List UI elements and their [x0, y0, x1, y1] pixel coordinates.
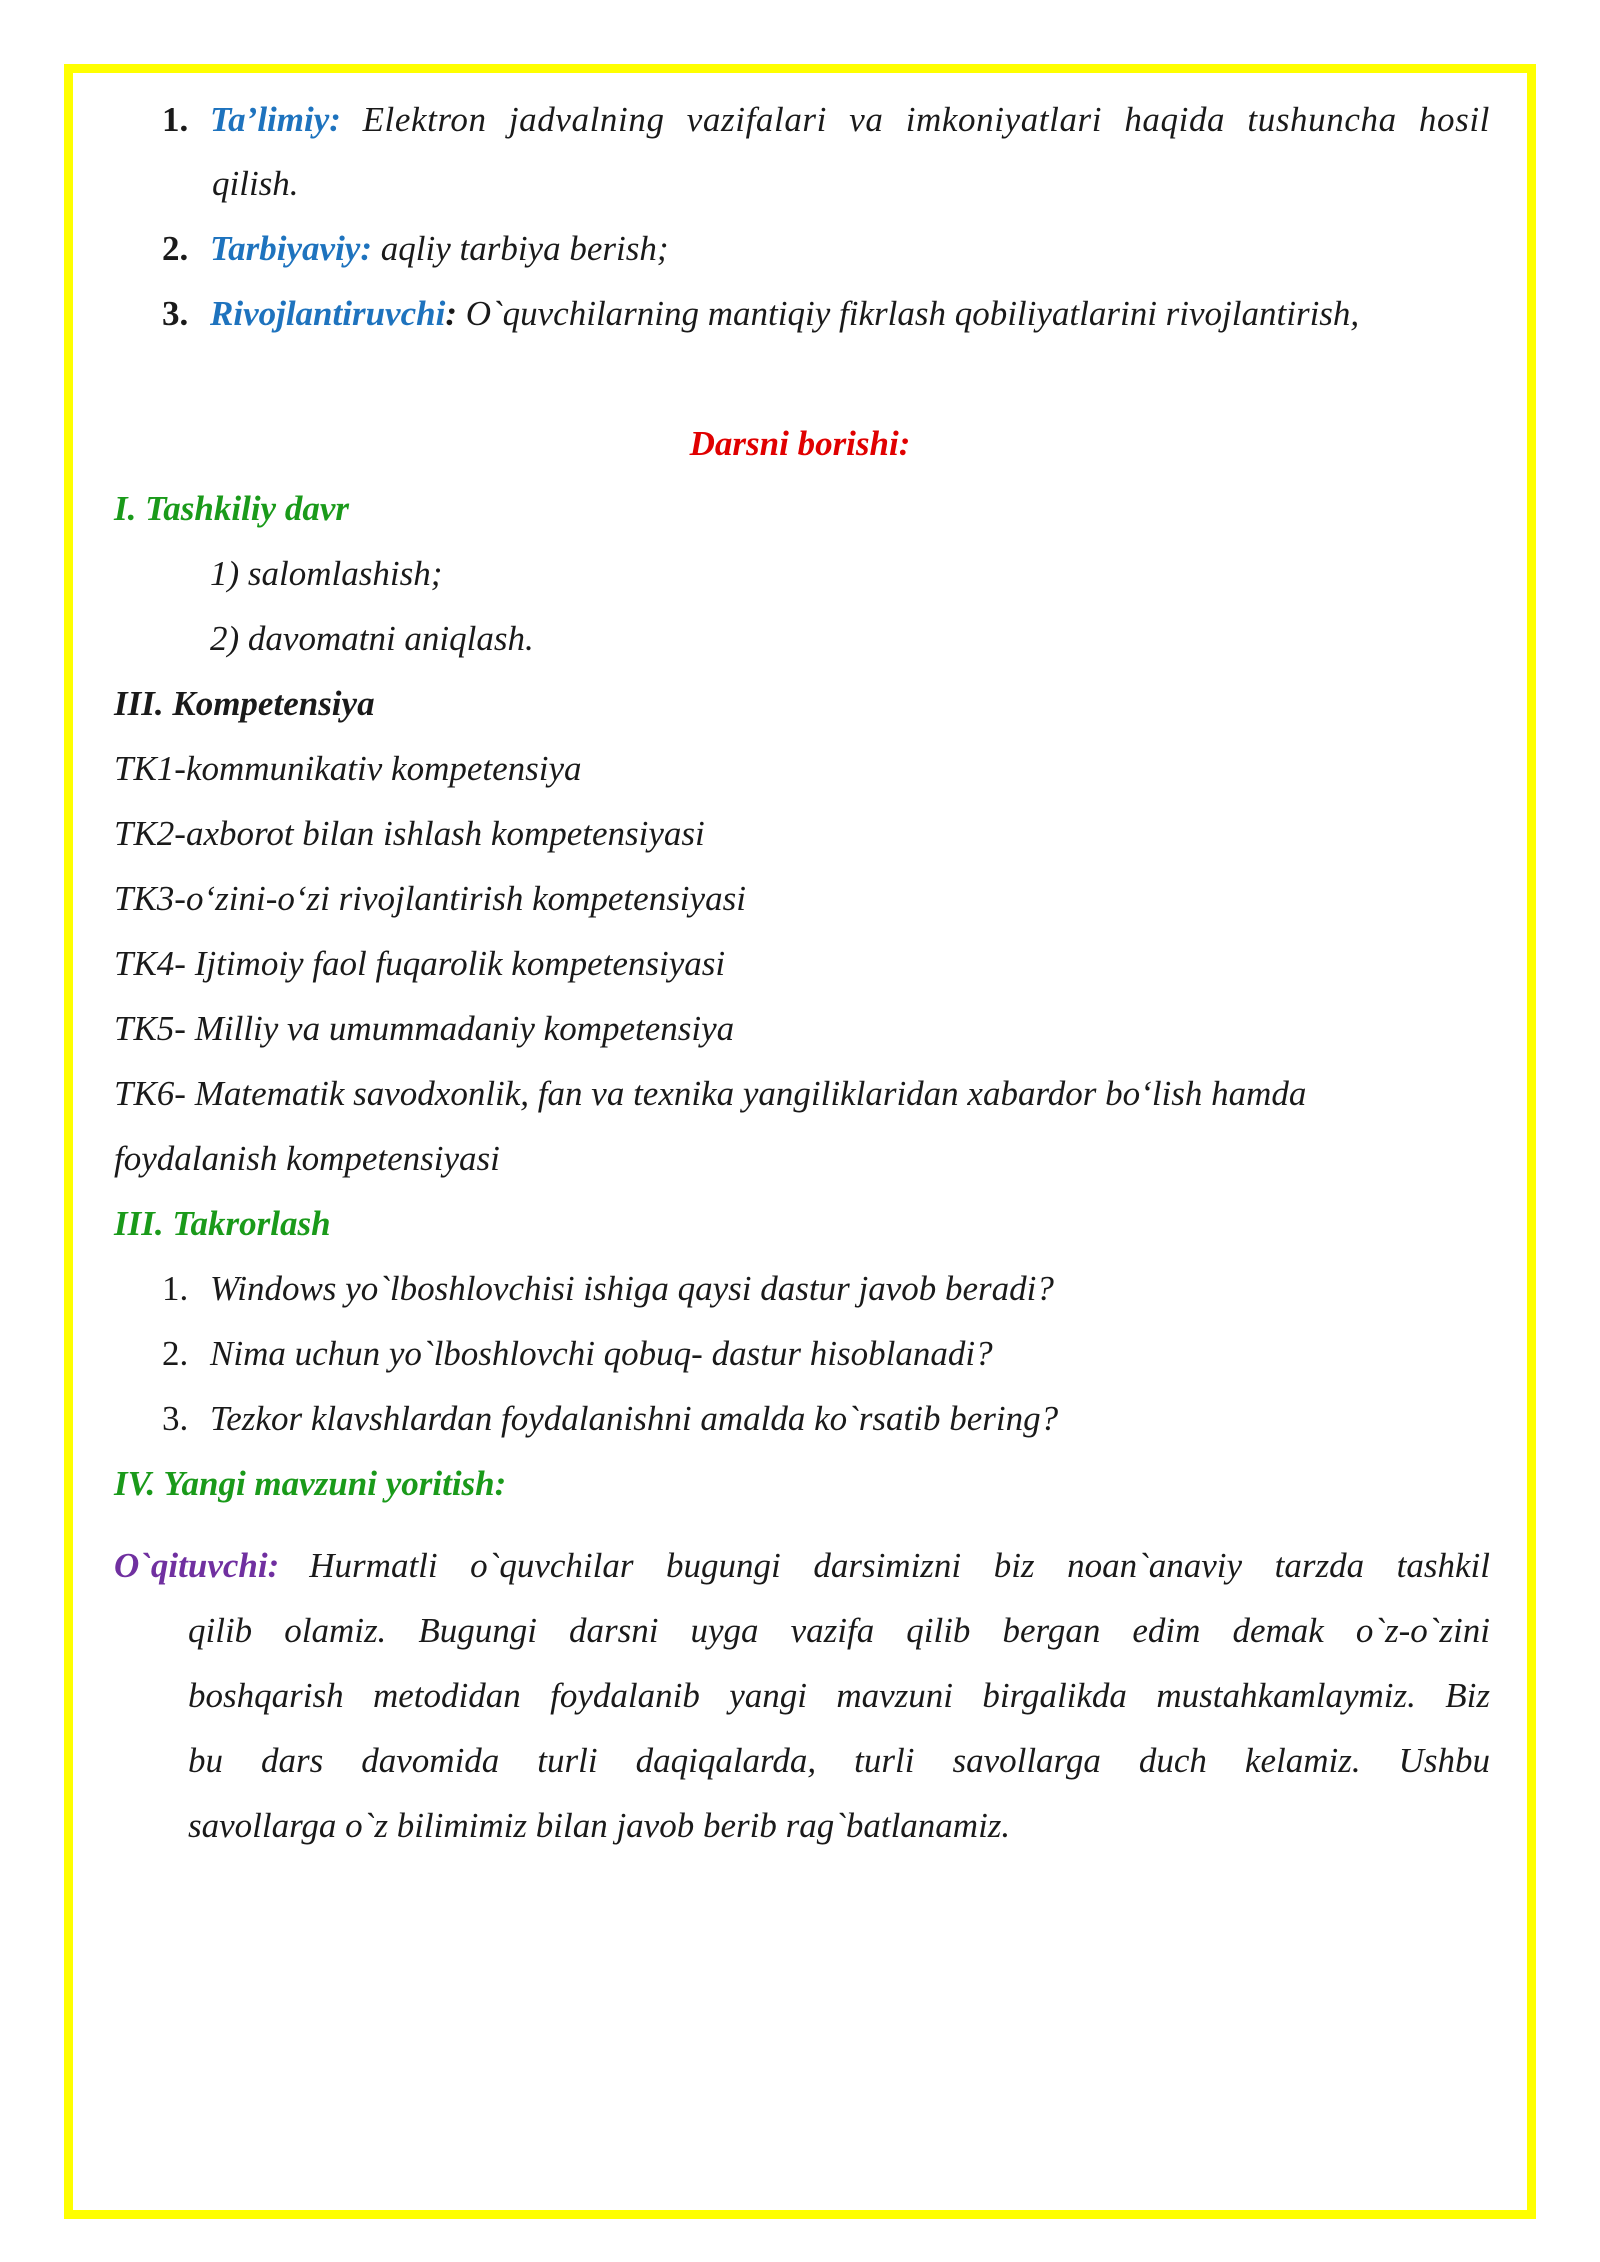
- teacher-paragraph-line: qilib olamiz. Bugungi darsni uyga vazifa qilib bergan edim demak o`z-o`zini: [188, 1611, 1490, 1650]
- paragraph-text: Hurmatli o`quvchilar bugungi darsimizni biz noan`anaviy tarzda tashkil: [309, 1546, 1490, 1585]
- question-text: Nima uchun yo`lboshlovchi qobuq- dastur hisoblanadi?: [210, 1334, 993, 1373]
- question-number: 2.: [162, 1334, 189, 1373]
- competence-item: foydalanish kompetensiyasi: [114, 1139, 500, 1178]
- speaker-label: O`qituvchi:: [114, 1546, 280, 1585]
- objective-1-continued: qilish.: [212, 164, 299, 203]
- objective-number: 1.: [162, 100, 189, 139]
- objective-number: 2.: [162, 229, 189, 268]
- competence-item: TK4- Ijtimoiy faol fuqarolik kompetensiyasi: [114, 944, 726, 983]
- section-heading-competence: III. Kompetensiya: [114, 684, 375, 723]
- question-text: Windows yo`lboshlovchisi ishiga qaysi dastur javob beradi?: [210, 1269, 1054, 1308]
- objective-number: 3.: [162, 294, 189, 333]
- objective-3: [162, 294, 1359, 334]
- objective-label: Ta’limiy:: [210, 100, 341, 139]
- objective-text: aqliy tarbiya berish;: [380, 229, 669, 268]
- objective-colon: :: [445, 294, 457, 333]
- teacher-paragraph-line: [114, 1546, 1490, 1586]
- list-item: 2) davomatni aniqlash.: [210, 619, 534, 658]
- section-heading-new-topic: IV. Yangi mavzuni yoritish:: [114, 1464, 507, 1503]
- list-item: 1) salomlashish;: [210, 554, 443, 593]
- question-text: Tezkor klavshlardan foydalanishni amalda ko`rsatib bering?: [210, 1399, 1059, 1438]
- competence-item: TK2-axborot bilan ishlash kompetensiyasi: [114, 814, 705, 853]
- teacher-paragraph-line: savollarga o`z bilimimiz bilan javob berib rag`batlanamiz.: [188, 1806, 1011, 1845]
- teacher-paragraph-line: boshqarish metodidan foydalanib yangi mavzuni birgalikda mustahkamlaymiz. Biz: [188, 1676, 1490, 1715]
- competence-item: TK1-kommunikativ kompetensiya: [114, 749, 582, 788]
- objective-label: Tarbiyaviy:: [210, 229, 372, 268]
- objective-text: Elektron jadvalning vazifalari va imkoniyatlari haqida tushuncha hosil: [362, 100, 1490, 139]
- competence-item: TK5- Milliy va umummadaniy kompetensiya: [114, 1009, 735, 1048]
- objective-1: [162, 100, 1490, 140]
- question-number: 1.: [162, 1269, 189, 1308]
- lesson-title: Darsni borishi:: [689, 424, 911, 463]
- objective-label: Rivojlantiruvchi: [210, 294, 446, 333]
- review-question: [162, 1269, 1054, 1309]
- review-question: [162, 1334, 993, 1374]
- competence-item: TK3-o‘zini-o‘zi rivojlantirish kompetensiyasi: [114, 879, 746, 918]
- section-heading-review: III. Takrorlash: [114, 1204, 331, 1243]
- review-question: [162, 1399, 1058, 1439]
- question-number: 3.: [162, 1399, 189, 1438]
- teacher-paragraph-line: bu dars davomida turli daqiqalarda, turli savollarga duch kelamiz. Ushbu: [188, 1741, 1490, 1780]
- competence-item: TK6- Matematik savodxonlik, fan va texnika yangiliklaridan xabardor bo‘lish hamda: [114, 1074, 1307, 1113]
- section-heading-organizational: I. Tashkiliy davr: [114, 489, 349, 528]
- objective-text: O`quvchilarning mantiqiy fikrlash qobiliyatlarini rivojlantirish,: [465, 294, 1360, 333]
- objective-2: [162, 229, 669, 269]
